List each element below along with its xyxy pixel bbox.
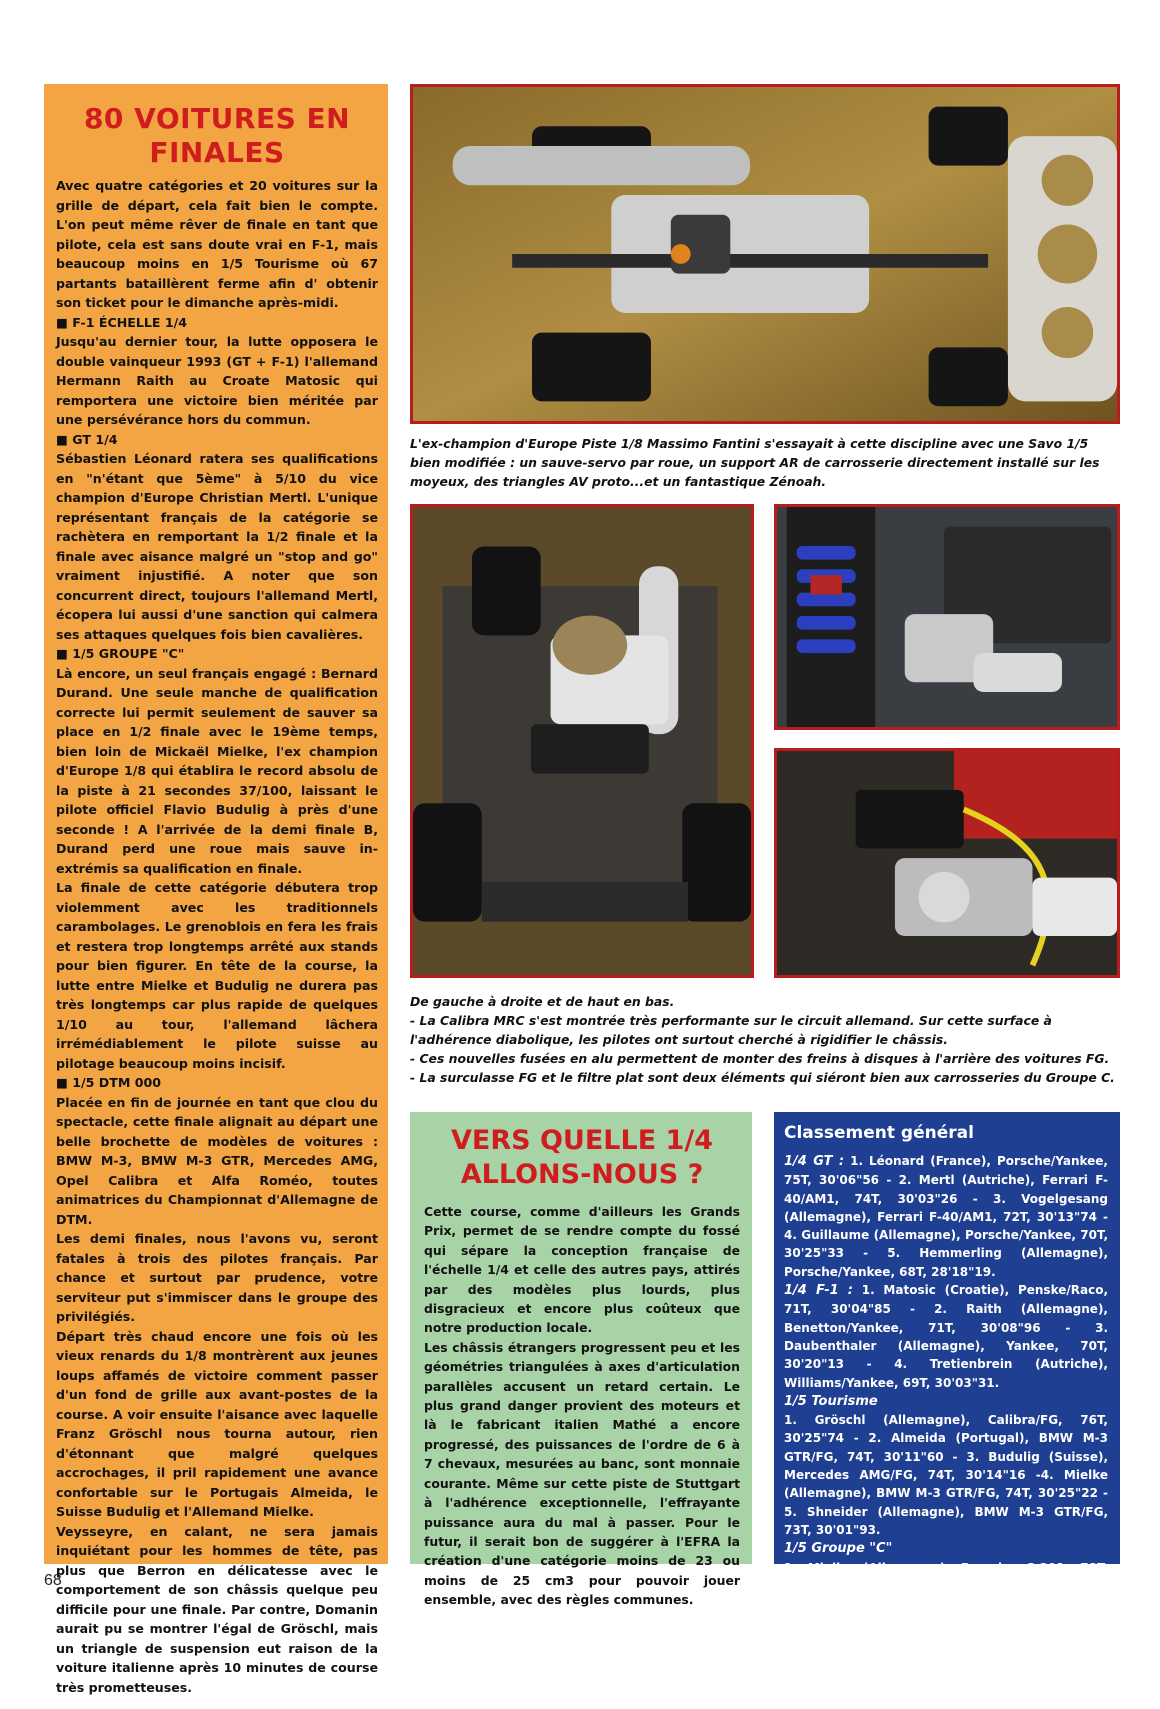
results-note: NB : voir résultats des français dans Pêle-mêle, page 6. <box>784 1674 1108 1707</box>
caption-line: - La surculasse FG et le filtre plat sont deux éléments qui siéront bien aux carrosseries du Groupe C. <box>410 1070 1115 1085</box>
left-column-body <box>56 176 378 1697</box>
body-paragraph: Placée en fin de journée en tant que clou du spectacle, cette finale alignait au départ une belle brochette de modèles de voitures : BMW M-3, BMW M-3 GTR, Mercedes AMG, Opel Calibra et Alfa Roméo, toutes animatrices du Championnat d'Allemagne de DTM. <box>56 1094 378 1227</box>
results-category: 1/4 F-1 : <box>784 1283 853 1299</box>
results-text: 1. Léonard (France), Porsche/Yankee, 75T, 30'06"56 - 2. Mertl (Autriche), Ferrari F-40/AM1, 74T, 30'03"26 - 3. Vogelgesang (Allemagne), Ferrari F-40/AM1, 72T, 30'13"74 - 4. Guillaume (Allemagne), Porsche/Yankee, 70T, 30'25"33 - 5. Hemmerling (Allemagne), Porsche/Yankee, 68T, 28'18"19. <box>784 1154 1108 1279</box>
section-subhead: ■ 1/5 DTM 000 <box>56 1073 378 1093</box>
body-paragraph: La finale de cette catégorie débutera trop violemment avec les traditionnels carambolages. Le grenoblois en fera les frais et restera trop longtemps arrêté aux stands pour bien figurer. En tête de la course, la lutte entre Mielke et Budulig ne durera pas très longtemps car plus rapide de quelques 1/10 au tour, l'allemand lâchera irrémédiablement le pilote suisse au pilotage beaucoup moins incisif. <box>56 880 378 1071</box>
results-box <box>774 1112 1120 1707</box>
caption-line: De gauche à droite et de haut en bas. <box>410 994 675 1009</box>
results-section <box>784 1281 1108 1392</box>
body-paragraph: Les demi finales, nous l'avons vu, seront fatales à trois des pilotes français. Par chance et surtout par prudence, votre serviteur put s'immiscer dans le groupe des privilégiés. <box>56 1231 378 1324</box>
results-text: 1. Matosic (Croatie), Penske/Raco, 71T, 30'04"85 - 2. Raith (Allemagne), Benetton/Yankee, 71T, 30'08"96 - 3. Daubenthaler (Allemagne), Yankee, 70T, 30'20"13 - 4. Tretienbrein (Autriche), Williams/Yankee, 69T, 30'03"31. <box>784 1283 1108 1390</box>
results-text: 1. Gröschl (Allemagne), Calibra/FG, 76T, 30'25"74 - 2. Almeida (Portugal), BMW M-3 GTR/FG, 74T, 30'11"60 - 3. Budulig (Suisse), Mercedes AMG/FG, 74T, 30'14"16 -4. Mielke (Allemagne), BMW M-3 GTR/FG, 74T, 30'25"22 - 5. Shneider (Allemagne), BMW M-3 GTR/FG, 73T, 30'01"93. <box>784 1413 1108 1537</box>
results-category: 1/5 Tourisme <box>784 1393 878 1409</box>
body-paragraph: Là encore, un seul français engagé : Bernard Durand. Une seule manche de qualification correcte lui permit seulement de sauver sa place en 1/2 finale avec le 19ème temps, bien loin de Mickaël Mielke, l'ex champion d'Europe 1/8 qui établira le record absolu de la piste à 21 secondes 37/100, laissant le pilote officiel Flavio Budulig à près d'une seconde ! A l'arrivée de la demi finale B, Durand perd une roue mais sauve in-extrémis sa qualification en finale. <box>56 665 378 876</box>
results-section <box>784 1392 1108 1539</box>
results-text: 1. Mielke (Allemagne), Porsche C-291, 78T, 30'21"21 - 2. Budulig (Suisse), Porsche C-291, 76T, 30'14"16 - 3. Vogel (Allemagne), Porsche C-291, 75T, 30'05"40 - 4. Gérhardt (Allemagne), Porsche C-291, 74T, 30'14"91 - 5. Reimers (Allemagne), Porsche C-291, 74T, 30'15"80. <box>784 1560 1108 1667</box>
left-column-title: 80 VOITURES EN FINALES <box>83 102 351 169</box>
results-body <box>784 1152 1108 1709</box>
results-category: 1/4 GT : <box>784 1154 845 1169</box>
results-category: 1/5 Groupe "C" <box>784 1541 893 1557</box>
photo-savo-chassis <box>410 84 1120 424</box>
body-paragraph: Jusqu'au dernier tour, la lutte opposera le double vainqueur 1993 (GT + F-1) l'allemand Hermann Raith au Croate Matosic qui remportera une victoire bien méritée par une persévérance hors du commun. <box>56 334 378 427</box>
body-paragraph: Sébastien Léonard ratera ses qualifications en "n'étant que 5ème" à 5/10 du vice champion d'Europe Christian Mertl. L'unique représentant français de la catégorie se rachètera en remportant la 1/2 finale et la finale avec aisance malgré un "stop and go" vraiment injustifié. A noter que son concurrent direct, toujours l'allemand Mertl, écopera lui aussi d'une sanction qui calmera ses attaques quelques fois bien cavalières. <box>56 451 378 642</box>
photo-alu-uprights <box>774 504 1120 730</box>
editorial-paragraph: Cette course, comme d'ailleurs les Grands Prix, permet de se rendre compte du fossé qui sépare la conception française de l'échelle 1/4 et celle des autres pays, attirés par des modèles plus lourds, plus disgracieux et encore plus coûteux que notre production locale. <box>424 1204 740 1336</box>
caption-top: L'ex-champion d'Europe Piste 1/8 Massimo Fantini s'essayait à cette discipline avec une Savo 1/5 bien modifiée : un sauve-servo par roue, un support AR de carrosserie directement installé sur les moyeux, des triangles AV proto...et un fantastique Zénoah. <box>410 436 1100 489</box>
results-section <box>784 1539 1108 1668</box>
section-subhead: ■ GT 1/4 <box>56 430 378 450</box>
section-subhead: ■ 1/5 GROUPE "C" <box>56 644 378 664</box>
results-section <box>784 1152 1108 1281</box>
body-paragraph: Départ très chaud encore une fois où les vieux renards du 1/8 montrèrent aux jeunes loups affamés de victoire comment passer d'un fond de grille aux avant-postes de la course. A voir ensuite l'aisance avec laquelle Franz Gröschl nous tourna autour, rien d'étonnant que malgré quelques accrochages, il pril rapidement une avance confortable sur le Portugais Almeida, le Suisse Budulig et l'Allemand Mielke. <box>56 1328 378 1519</box>
caption-bottom <box>410 992 1120 1087</box>
body-paragraph: Avec quatre catégories et 20 voitures sur la grille de départ, cela fait bien le compte. L'on peut même rêver de finale en tant que pilote, cela est sans doute vrai en F-1, mais beaucoup moins en 1/5 Tourisme où 67 partants bataillèrent ferme afin d' obtenir son ticket pour le dimanche après-midi. <box>56 178 378 310</box>
editorial-body <box>424 1202 740 1610</box>
editorial-title: VERS QUELLE 1/4 ALLONS-NOUS ? <box>451 1125 713 1190</box>
section-subhead: ■ F-1 ÉCHELLE 1/4 <box>56 313 378 333</box>
photo-calibra-chassis <box>410 504 754 978</box>
editorial-box <box>410 1112 752 1608</box>
caption-line: - La Calibra MRC s'est montrée très performante sur le circuit allemand. Sur cette surface à l'adhérence diabolique, les pilotes ont surtout cherché à rigidifier le châssis. <box>410 1013 1052 1047</box>
body-paragraph: Veysseyre, en calant, ne sera jamais inquiétant pour les hommes de tête, pas plus que Berron en délicatesse avec le comportement de son châssis quelque peu difficile pour une finale. Par contre, Domanin aurait pu se montrer l'égal de Gröschl, mais un triangle de suspension eut raison de la voiture italienne après 10 minutes de course très prometteuses. <box>56 1523 378 1695</box>
editorial-paragraph: Les châssis étrangers progressent peu et les géométries triangulées à axes d'articulation parallèles accusent un retard certain. Le plus grand danger provient des moteurs et là le fabricant italien Mathé a encore progressé, des puissances de l'ordre de 6 à 7 chevaux, mesurées au banc, sont monnaie courante. Même sur cette piste de Stuttgart à l'adhérence exceptionnelle, l'effrayante puissance aura du mal à passer. Pour le futur, il serait bon de suggérer à l'EFRA la création d'une catégorie moins de 23 ou moins de 25 cm3 pour pouvoir jouer ensemble, avec des règles communes. <box>424 1339 740 1608</box>
page-number: 68 <box>44 1572 62 1589</box>
caption-line: - Ces nouvelles fusées en alu permettent de monter des freins à disques à l'arrière des voitures FG. <box>410 1051 1110 1066</box>
photo-fg-cylinder-head <box>774 748 1120 978</box>
results-title: Classement général <box>784 1123 974 1143</box>
